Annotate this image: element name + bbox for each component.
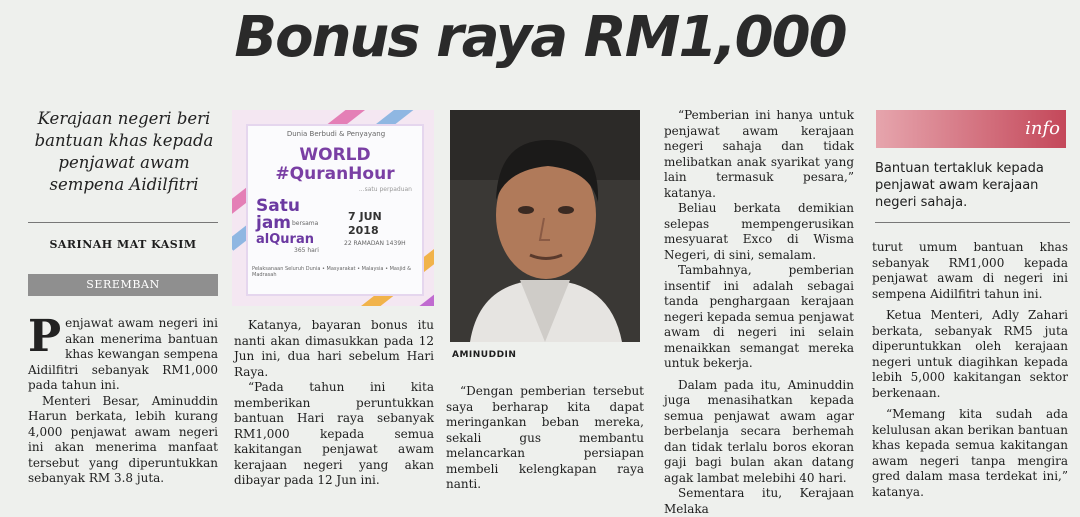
poster-year: 2018 bbox=[348, 224, 379, 237]
divider bbox=[28, 222, 218, 223]
lead-summary: Kerajaan negeri beri bantuan khas kepada penjawat awam sempena Aidilfitri bbox=[34, 109, 214, 194]
photo-caption: AMINUDDIN bbox=[452, 350, 517, 360]
portrait-photo bbox=[450, 110, 640, 342]
paragraph: Sementara itu, Kerajaan Melaka bbox=[664, 486, 854, 516]
article-column-1 bbox=[28, 311, 218, 487]
poster-hari: 365 hari bbox=[294, 247, 319, 254]
info-label: info bbox=[1025, 118, 1060, 139]
world-quran-hour-poster bbox=[232, 110, 434, 306]
headline: Bonus raya RM1,000 bbox=[234, 5, 846, 70]
poster-satu: Satu bbox=[256, 196, 300, 216]
divider bbox=[875, 222, 1070, 223]
dateline-badge: SEREMBAN bbox=[28, 274, 218, 296]
poster-bersama: bersama bbox=[292, 220, 319, 227]
poster-top-text: Dunia Berbudi & Penyayang bbox=[286, 130, 386, 138]
poster-card bbox=[246, 124, 424, 296]
paragraph: Beliau berkata demikian selepas mempengerusikan mesyuarat Exco di Wisma Negeri, di sini, semalam. bbox=[664, 201, 854, 262]
article-column-4 bbox=[664, 108, 854, 517]
poster-alquran: alQuran bbox=[256, 232, 314, 247]
paragraph: Dalam pada itu, Aminuddin juga menasihatkan kepada semua penjawat awam agar berbelanja secara berhemah dan tidak terlalu boros ekoran gaji bagi bulan akan datang agak lambat melebihi 40 hari. bbox=[664, 377, 854, 485]
info-text: Bantuan tertakluk kepada penjawat awam kerajaan negeri sahaja. bbox=[875, 161, 1044, 210]
paragraph: Menteri Besar, Aminuddin Harun berkata, lebih kurang 4,000 penjawat awam negeri ini akan menerima manfaat tersebut yang diperuntukkan sebanyak RM 3.8 juta. bbox=[28, 393, 218, 485]
paragraph: Ketua Menteri, Adly Zahari berkata, sebanyak RM5 juta diperuntukkan oleh kerajaan negeri untuk diagihkan kepada lebih 5,000 kakitangan sektor berkenaan. bbox=[872, 308, 1068, 400]
poster-title-quranhour: #QuranHour bbox=[275, 164, 395, 184]
poster-title-world: WORLD bbox=[299, 145, 371, 165]
paragraph: Katanya, bayaran bonus itu nanti akan dimasukkan pada 12 Jun ini, dua hari sebelum Hari Raya. bbox=[234, 318, 434, 379]
paragraph: “Pemberian ini hanya untuk penjawat awam kerajaan negeri sahaja dan tidak melibatkan anak syarikat yang lain termasuk pesara,” katanya. bbox=[664, 108, 854, 200]
paragraph: enjawat awam negeri ini akan menerima bantuan khas kewangan sempena Aidilfitri sebanyak RM1,000 pada tahun ini. bbox=[28, 316, 218, 392]
article-column-3 bbox=[446, 384, 644, 493]
poster-date: 7 JUN bbox=[348, 210, 382, 223]
drop-cap: P bbox=[28, 311, 62, 362]
byline: SARINAH MAT KASIM bbox=[49, 238, 197, 251]
poster-tagline: ...satu perpaduan bbox=[358, 186, 412, 193]
poster-jam: jam bbox=[256, 213, 292, 233]
portrait-illustration bbox=[450, 110, 640, 342]
paragraph: Tambahnya, pemberian insentif ini adalah sebagai tanda penghargaan kerajaan negeri kepada semua penjawat awam di negeri ini selain menaikkan semangat mereka untuk bekerja. bbox=[664, 263, 854, 370]
paragraph: “Pada tahun ini kita memberikan peruntukkan bantuan Hari raya sebanyak RM1,000 kepada semua kakitangan penjawat awam kerajaan negeri yang akan dibayar pada 12 Jun ini. bbox=[234, 380, 434, 487]
article-column-2 bbox=[234, 318, 434, 489]
paragraph: “Dengan pemberian tersebut saya berharap kita dapat meringankan beban mereka, sekali gus membantu melancarkan persiapan membeli kelengkapan raya nanti. bbox=[446, 384, 644, 491]
poster-hijri: 22 RAMADAN 1439H bbox=[344, 240, 406, 247]
paragraph: “Memang kita sudah ada kelulusan akan berikan bantuan khas kepada semua kakitangan awam negeri tanpa mengira gred dalam masa terdekat ini,” katanya. bbox=[872, 407, 1068, 499]
paragraph: turut umum bantuan khas sebanyak RM1,000 kepada penjawat awam di negeri ini sempena Aidilfitri tahun ini. bbox=[872, 240, 1068, 301]
article-column-5 bbox=[872, 240, 1068, 500]
poster-footer: Pelaksanaan Seluruh Dunia • Masyarakat • Malaysia • Masjid & Madrasah bbox=[252, 266, 412, 278]
